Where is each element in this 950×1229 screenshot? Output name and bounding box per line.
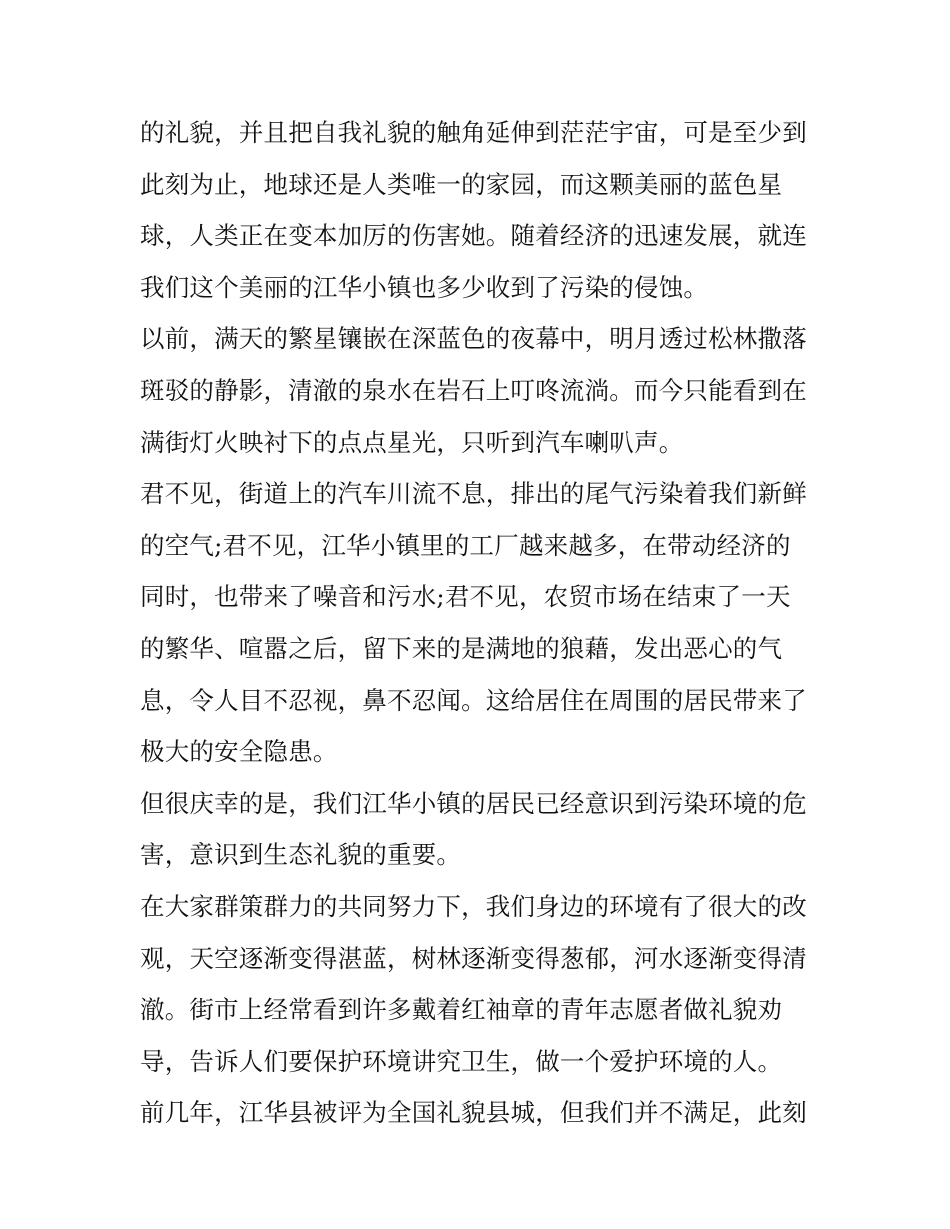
text-line-12: 息，令人目不忍视，鼻不忍闻。这给居住在周围的居民带来了	[140, 685, 807, 715]
text-line-15: 害，意识到生态礼貌的重要。	[140, 840, 462, 870]
text-line-4: 我们这个美丽的江华小镇也多少收到了污染的侵蚀。	[140, 272, 709, 302]
text-line-16: 在大家群策群力的共同努力下，我们身边的环境有了很大的改	[140, 891, 807, 921]
text-line-13: 极大的安全隐患。	[140, 737, 338, 767]
text-line-20: 前几年，江华县被评为全国礼貌县城，但我们并不满足，此刻	[140, 1098, 807, 1128]
text-line-7: 满街灯火映衬下的点点星光，只听到汽车喇叭声。	[140, 427, 684, 457]
text-line-2: 此刻为止，地球还是人类唯一的家园，而这颗美丽的蓝色星	[140, 169, 783, 199]
text-line-8: 君不见，街道上的汽车川流不息，排出的尾气污染着我们新鲜	[140, 479, 807, 509]
text-line-5: 以前，满天的繁星镶嵌在深蓝色的夜幕中，明月透过松林撒落	[140, 324, 807, 354]
text-line-19: 导，告诉人们要保护环境讲究卫生，做一个爱护环境的人。	[140, 1046, 783, 1076]
document-body	[140, 107, 830, 1139]
text-line-9: 的空气;君不见，江华小镇里的工厂越来越多，在带动经济的	[140, 530, 791, 560]
text-line-3: 球，人类正在变本加厉的伤害她。随着经济的迅速发展，就连	[140, 221, 807, 251]
text-line-17: 观，天空逐渐变得湛蓝，树林逐渐变得葱郁，河水逐渐变得清	[140, 943, 807, 973]
text-line-1: 的礼貌，并且把自我礼貌的触角延伸到茫茫宇宙，可是至少到	[140, 118, 807, 147]
text-line-10: 同时，也带来了噪音和污水;君不见，农贸市场在结束了一天	[140, 582, 791, 612]
text-line-11: 的繁华、喧嚣之后，留下来的是满地的狼藉，发出恶心的气	[140, 633, 783, 663]
text-line-14: 但很庆幸的是，我们江华小镇的居民已经意识到污染环境的危	[140, 788, 807, 818]
text-line-18: 澈。街市上经常看到许多戴着红袖章的青年志愿者做礼貌劝	[140, 995, 783, 1025]
text-line-6: 斑驳的静影，清澈的泉水在岩石上叮咚流淌。而今只能看到在	[140, 375, 807, 405]
